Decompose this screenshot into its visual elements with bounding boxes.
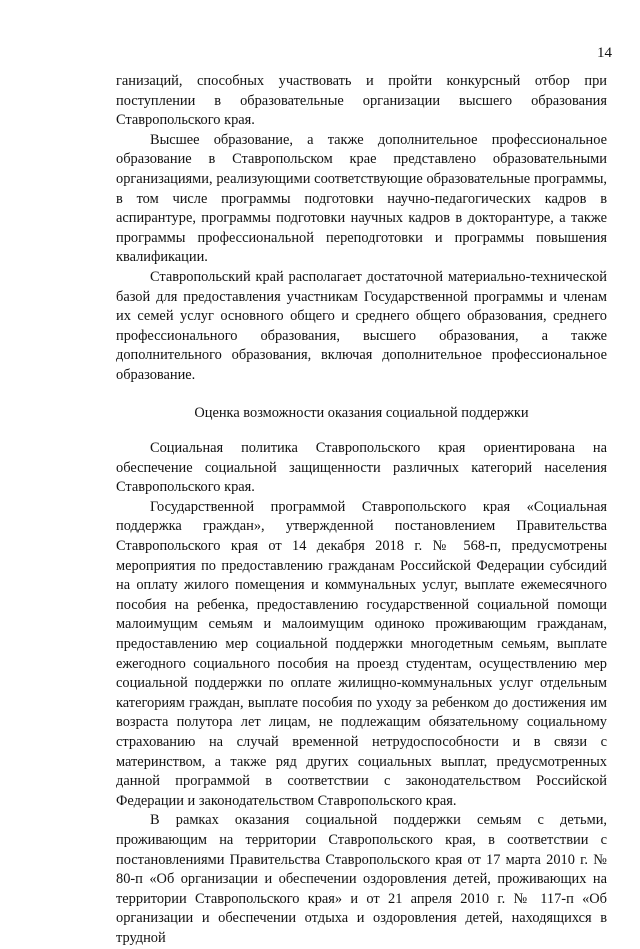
paragraph-continuation: ганизаций, способных участвовать и пройти конкурсный отбор при поступлении в образовательные организации высшего образования Ставропольского края. <box>116 73 607 129</box>
paragraph-social-policy: Социальная политика Ставропольского края ориентирована на обеспечение социальной защищенности различных категорий населения Ставропольского края. <box>116 440 607 496</box>
page-number: 14 <box>597 45 612 61</box>
paragraph-higher-education: Высшее образование, а также дополнительное профессиональное образование в Ставропольском крае представлено образовательными организациями, реализующими соответствующие образовательные программы, в том числе программы подготовки научно-педагогических кадров в аспирантуре, программы подготовки научных кадров в докторантуре, а также программы профессиональной переподготовки и программы повышения квалификации. <box>116 131 607 266</box>
paragraph-family-support: В рамках оказания социальной поддержки семьям с детьми, проживающим на территории Ставропольского края, в соответствии с постановлениями Правительства Ставропольского края от 17 марта 2010 г. № 80-п «Об организации и обеспечении оздоровления детей, проживающих на территории Ставропольского края» и от 21 апреля 2010 г. № 117-п «Об организации и обеспечении отдыха и оздоровления детей, находящихся в трудной <box>116 812 607 946</box>
paragraph-material-base: Ставропольский край располагает достаточной материально-технической базой для предоставления участникам Государственной программы и членам их семей услуг основного общего и среднего общего образования, среднего профессионального образования, высшего образования, а также дополнительного образования, включая дополнительное профессиональное образование. <box>116 268 607 383</box>
section-heading: Оценка возможности оказания социальной поддержки <box>194 404 529 421</box>
paragraph-state-program: Государственной программой Ставропольского края «Социальная поддержка граждан», утвержденной постановлением Правительства Ставропольского края от 14 декабря 2018 г. № 568-п, предусмотрены мероприятия по предоставлению гражданам Российской Федерации субсидий на оплату жилого помещения и коммунальных услуг, выплате ежемесячного пособия на ребенка, предоставлению государственной социальной помощи малоимущим семьям и малоимущим одиноко проживающим гражданам, предоставлению мер социальной поддержки многодетным семьям, выплате ежегодного социального пособия на проезд студентам, осуществлению мер социальной поддержки по оплате жилищно-коммунальных услуг отдельным категориям граждан, выплате пособия по уходу за ребенком до достижения им возраста полутора лет лицам, не подлежащим обязательному социальному страхованию на случай временной нетрудоспособности и в связи с материнством, а также ряд других социальных выплат, предусмотренных данной программой в соответствии с законодательством Российской Федерации и законодательством Ставропольского края. <box>116 498 607 809</box>
document-body <box>116 72 607 949</box>
